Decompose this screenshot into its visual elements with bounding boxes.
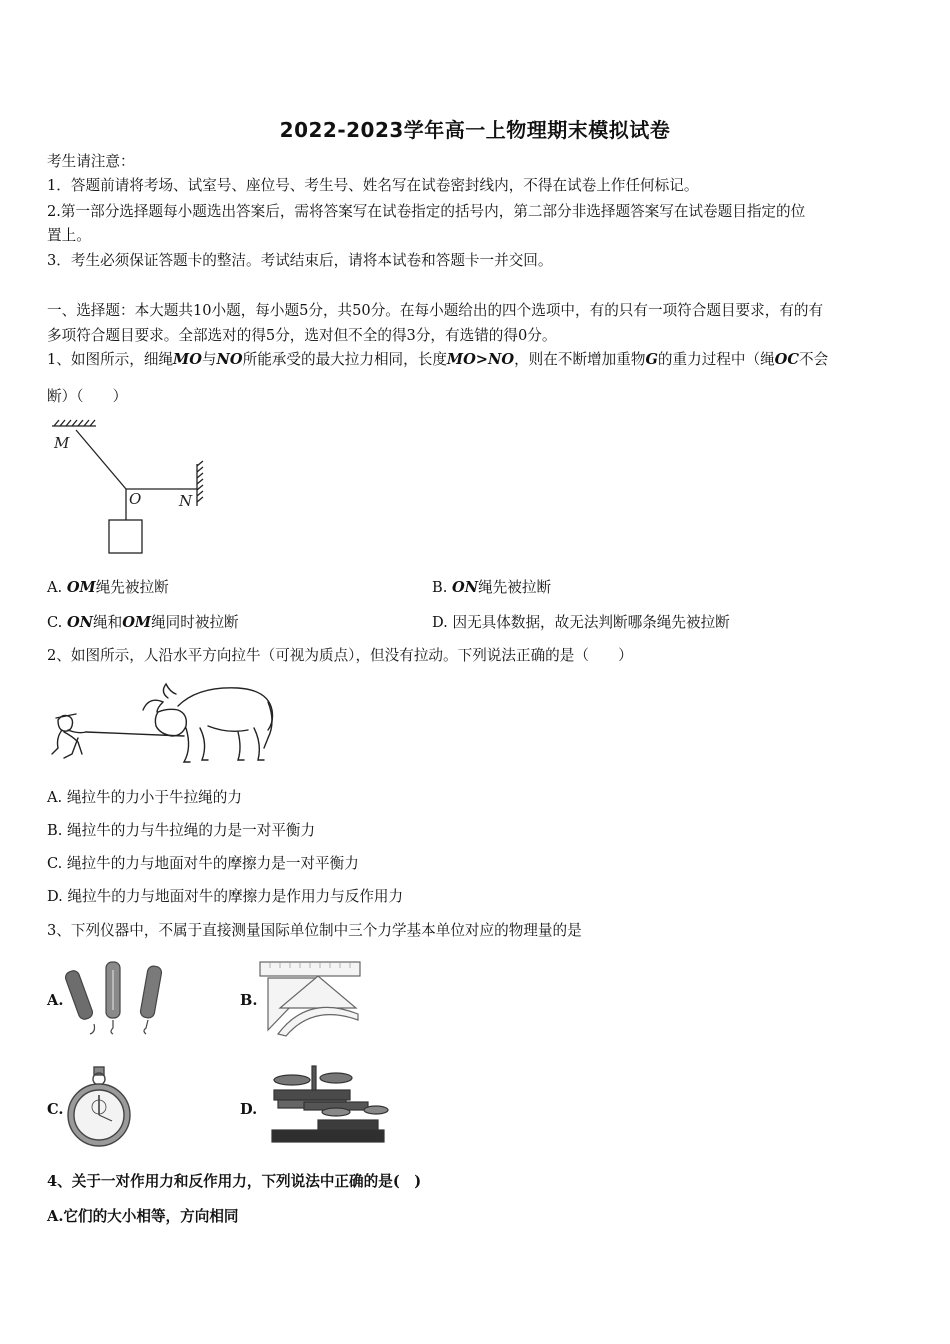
notice-item-1: 1．答题前请将考场、试室号、座位号、考生号、姓名写在试卷密封线内，不得在试卷上作任何标记。: [47, 177, 699, 194]
q3-option-a-label[interactable]: A.: [47, 992, 64, 1009]
notice-item-2-cont: 置上。: [47, 227, 91, 244]
q1-option-c[interactable]: C. ON绳和OM绳同时被拉断: [47, 614, 239, 631]
q4-stem: 4、关于一对作用力和反作用力，下列说法中正确的是( ): [47, 1173, 422, 1190]
page-title: 2022-2023学年高一上物理期末模拟试卷: [279, 118, 671, 142]
label-n: N: [179, 492, 193, 510]
q2-stem: 2、如图所示，人沿水平方向拉牛（可视为质点），但没有拉动。下列说法正确的是（ ）: [47, 647, 633, 664]
notice-heading: 考生请注意：: [47, 153, 135, 170]
ruler-set-icon: [258, 958, 368, 1038]
q1-stem-line1: 1、如图所示，细绳MO与NO所能承受的最大拉力相同，长度MO>NO，则在不断增加重物G的重力过程中（绳OC不会: [47, 351, 829, 368]
q3-option-c-label[interactable]: C.: [47, 1101, 64, 1118]
q1-stem-line2: 断）（ ）: [47, 388, 128, 405]
q1-option-a[interactable]: A. OM绳先被拉断: [47, 579, 169, 596]
q4-option-a[interactable]: A.它们的大小相等，方向相同: [47, 1208, 239, 1225]
section-intro-line1: 一、选择题：本大题共10小题，每小题5分，共50分。在每小题给出的四个选项中，有的只有一项符合题目要求，有的有: [47, 302, 824, 319]
spring-scale-icon: [64, 958, 169, 1038]
q1-option-b[interactable]: B. ON绳先被拉断: [432, 579, 552, 596]
notice-item-3: 3．考生必须保证答题卡的整洁。考试结束后，请将本试卷和答题卡一并交回。: [47, 252, 553, 269]
q3-stem: 3、下列仪器中，不属于直接测量国际单位制中三个力学基本单位对应的物理量的是: [47, 922, 582, 939]
q2-option-a[interactable]: A. 绳拉牛的力小于牛拉绳的力: [47, 789, 242, 806]
label-o: O: [129, 490, 142, 508]
stopwatch-icon: [64, 1065, 134, 1155]
balance-scale-icon: [268, 1062, 390, 1147]
q1-rope-diagram: [40, 420, 220, 560]
q3-option-b-label[interactable]: B.: [240, 992, 258, 1009]
q2-option-d[interactable]: D. 绳拉牛的力与地面对牛的摩擦力是作用力与反作用力: [47, 888, 404, 905]
q1-option-d[interactable]: D. 因无具体数据，故无法判断哪条绳先被拉断: [432, 614, 730, 631]
person-pulling-ox-image: [48, 680, 268, 770]
q2-option-c[interactable]: C. 绳拉牛的力与地面对牛的摩擦力是一对平衡力: [47, 855, 359, 872]
q3-option-d-label[interactable]: D.: [240, 1101, 258, 1118]
section-intro-line2: 多项符合题目要求。全部选对的得5分，选对但不全的得3分，有选错的得0分。: [47, 327, 557, 344]
label-m: M: [54, 434, 70, 452]
notice-item-2: 2.第一部分选择题每小题选出答案后，需将答案写在试卷指定的括号内，第二部分非选择题答案写在试卷题目指定的位: [47, 203, 806, 220]
q2-option-b[interactable]: B. 绳拉牛的力与牛拉绳的力是一对平衡力: [47, 822, 316, 839]
